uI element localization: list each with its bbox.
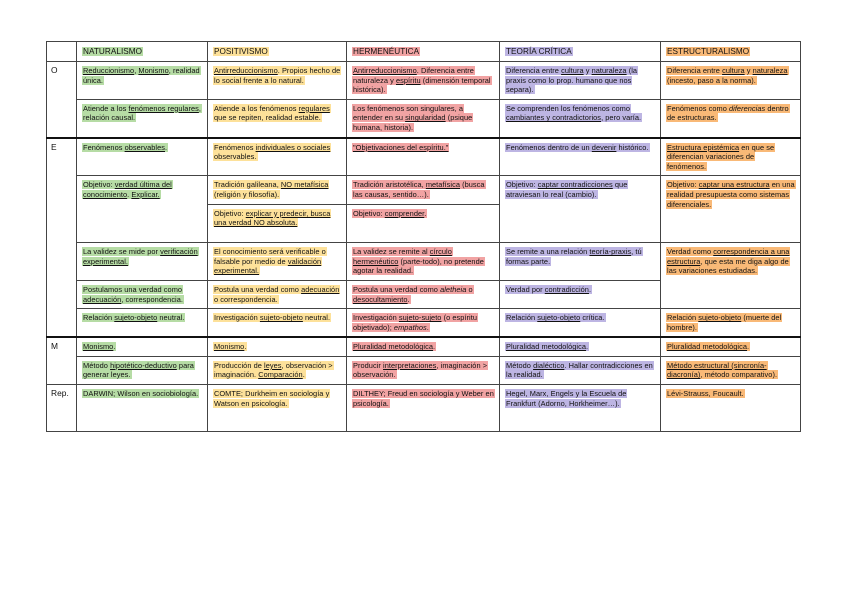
cell-e1-hermeneutica [347, 138, 500, 176]
text-segment: , pero varía. [601, 113, 642, 123]
underlined-term: fenómenos regulares [128, 103, 199, 113]
cell-text [505, 247, 643, 266]
text-segment: Fenómenos dentro de un [506, 142, 592, 152]
underlined-term: círculo hermenéutico [353, 247, 452, 266]
cell-rep-hermeneutica [347, 385, 500, 432]
text-segment: COMTE; Durkheim en sociología y Watson en psicología. [214, 389, 330, 408]
text-segment: y [744, 66, 753, 75]
text-segment: La validez se remite al [353, 247, 430, 257]
text-segment: Verdad como [667, 247, 714, 257]
text-segment: Postulamos una verdad como [83, 284, 183, 294]
text-segment: , [134, 66, 139, 75]
cell-text [505, 285, 592, 294]
row-o1 [47, 62, 801, 100]
text-segment: . [302, 370, 305, 380]
corner-cell [47, 42, 77, 62]
underlined-term: leyes [264, 360, 282, 370]
underlined-term: Antirreduccionismo [353, 66, 417, 75]
cell-o1-naturalismo [77, 62, 208, 100]
text-segment: Tradición aristotélica, [353, 180, 426, 190]
cell-text [666, 104, 790, 123]
cell-e2-naturalismo [77, 176, 208, 243]
text-segment: , imaginación > observación. [353, 360, 488, 380]
row-e3 [47, 243, 801, 281]
cell-text [213, 66, 341, 85]
cell-text [82, 389, 199, 398]
header-row [47, 42, 801, 62]
text-segment: , tú formas parte. [506, 247, 642, 266]
cell-e5-teoria-critica [500, 309, 661, 338]
text-segment: Producir [353, 360, 384, 370]
header-estructuralismo: ESTRUCTURALISMO [661, 42, 801, 62]
row-m1 [47, 337, 801, 356]
cell-text [505, 143, 650, 152]
cell-text [352, 389, 495, 408]
text-segment: neutral. [302, 313, 331, 323]
text-segment: (religión y filosofía). [214, 189, 280, 199]
cell-e2-positivismo-objective [208, 204, 346, 228]
cell-text [352, 209, 427, 218]
cell-text [213, 209, 331, 228]
text-segment: , realidad única. [83, 66, 200, 85]
text-segment: (parte-todo), no pretende agotar la realidad. [353, 256, 484, 276]
text-segment: DARWIN; Wilson en sociobiología. [83, 389, 199, 399]
text-segment: Relación [506, 313, 538, 323]
text-segment: Investigación [214, 313, 260, 323]
cell-m1-hermeneutica [347, 337, 500, 356]
text-segment: Se remite a una relación [506, 247, 590, 257]
underlined-term: teoría-praxis [589, 247, 632, 257]
cell-text [82, 313, 185, 322]
underlined-term: verificación experimental. [83, 247, 198, 266]
cell-e5-positivismo [208, 309, 347, 338]
underlined-term: captar una estructura [698, 180, 770, 190]
underlined-term: NO metafísica [280, 180, 329, 190]
row-o2 [47, 99, 801, 137]
text-segment: Diferencia entre [506, 66, 562, 75]
cell-text [82, 104, 202, 123]
underlined-term: Comparación [258, 370, 303, 380]
cell-text [666, 143, 775, 171]
cell-text [352, 247, 485, 275]
cell-e4-teoria-critica [500, 280, 661, 308]
underlined-term: cultura [561, 66, 584, 75]
text-segment: Fenómenos [214, 142, 256, 152]
text-segment: Diferencia entre [667, 66, 723, 75]
cell-rep-naturalismo [77, 385, 208, 432]
italic-term: aletheia [440, 284, 467, 294]
text-segment: El conocimiento será verificable o falsable por medio de [214, 247, 326, 266]
text-segment: . [588, 284, 592, 294]
underlined-term: captar contradicciones [537, 180, 613, 190]
cell-text [352, 180, 486, 199]
underlined-term: interpretaciones [383, 360, 437, 370]
text-segment: Producción de [214, 360, 265, 370]
cell-text [505, 313, 606, 322]
text-segment: Método [506, 360, 534, 370]
cell-e5-hermeneutica [347, 309, 500, 338]
cell-text [82, 143, 168, 152]
underlined-term: explicar y predecir, busca una verdad NO absoluta. [214, 208, 331, 228]
cell-o1-hermeneutica [347, 62, 500, 100]
underlined-term: sujeto-objeto [259, 313, 303, 323]
text-segment: Objetivo: [353, 208, 385, 218]
underlined-term: naturaleza [591, 66, 627, 75]
cell-e2-teoria-critica [500, 176, 661, 243]
underlined-term: validación experimental. [214, 256, 322, 276]
text-segment: . [426, 322, 429, 332]
underlined-term: naturaleza [752, 66, 788, 75]
cell-m1-teoria-critica [500, 337, 661, 356]
header-positivismo: POSITIVISMO [208, 42, 347, 62]
underlined-term: correspondencia a una estructura [667, 247, 790, 266]
text-segment: Postula una verdad como [353, 284, 441, 294]
text-segment: La validez se mide por [83, 247, 161, 257]
text-segment: , relación causal. [83, 103, 201, 123]
text-segment: Atiende a los fenómenos [214, 103, 299, 113]
text-segment: . [433, 342, 436, 352]
text-segment: Fenómenos como [667, 103, 729, 113]
underlined-term: adecuación [83, 294, 122, 304]
text-segment: Investigación [353, 313, 399, 323]
underlined-term: sujeto-objeto [537, 313, 581, 323]
underlined-term: Explicar. [131, 189, 160, 199]
text-segment: Lévi-Strauss, Foucault. [667, 389, 744, 399]
cell-o2-positivismo [208, 99, 347, 137]
text-segment: Relación [83, 313, 115, 323]
text-segment: Atiende a los [83, 103, 129, 113]
text-segment: . [165, 142, 168, 152]
text-segment: crítica. [580, 313, 605, 323]
text-segment: Tradición galileana, [214, 180, 281, 190]
text-segment: que atraviesan lo real (cambio). [506, 180, 628, 199]
underlined-term: cultura [722, 66, 745, 75]
text-segment: Verdad por [506, 284, 545, 294]
cell-m1-positivismo [208, 337, 347, 356]
cell-e2-hermeneutica-tradition [352, 180, 494, 199]
text-segment: Fenómenos [83, 142, 125, 152]
cell-text [505, 342, 589, 351]
text-segment: (muerte del hombre). [667, 313, 782, 332]
cell-m2-teoria-critica [500, 356, 661, 384]
italic-term: empathos [393, 322, 427, 332]
text-segment: (busca las causas, sentido…). [353, 180, 485, 199]
underlined-term: individuales o sociales [255, 142, 331, 152]
text-segment: y [583, 66, 592, 75]
text-segment: (la praxis como lo prop. humano que nos separa). [506, 66, 638, 95]
text-segment: , método comparativo). [700, 370, 778, 380]
cell-e3-teoria-critica [500, 243, 661, 281]
underlined-term: Monismo [138, 66, 169, 75]
cell-e3-hermeneutica [347, 243, 500, 281]
text-segment: (incesto, paso a la norma). [667, 75, 756, 85]
text-segment: , observación > imaginación. [214, 360, 333, 380]
text-segment: en una realidad presupuesta como sistemas diferenciales. [667, 180, 795, 209]
cell-text [213, 342, 247, 351]
cell-text [213, 104, 331, 123]
cell-e2-positivismo-tradition [213, 180, 341, 199]
underlined-term: Pluralidad metodológica [353, 342, 434, 352]
text-segment: Objetivo: [667, 180, 699, 190]
underlined-term: sujeto-objeto [698, 313, 742, 323]
text-segment: , que esta me diga algo de las variaciones estudiadas. [667, 256, 789, 276]
comparison-table [46, 41, 801, 432]
text-segment: . Hallar contradicciones en la realidad. [506, 360, 653, 380]
text-segment: (o espíritu objetivado); [353, 313, 477, 332]
text-segment: (dimensión temporal histórica). [353, 75, 491, 95]
underlined-term: Pluralidad metodológica [667, 342, 748, 352]
cell-e4-positivismo [208, 280, 347, 308]
cell-rep-estructuralismo [661, 385, 801, 432]
underlined-term: verdad última del conocimiento [83, 180, 172, 199]
cell-e3-positivismo [208, 243, 347, 281]
cell-text [505, 180, 628, 199]
underlined-term: contradicción [544, 284, 589, 294]
text-segment: en que se diferencian variaciones de fenómenos. [667, 142, 775, 171]
cell-e1-naturalismo [77, 138, 208, 176]
row-m2 [47, 356, 801, 384]
cell-text [666, 66, 789, 85]
underlined-term: observables [124, 142, 165, 152]
cell-text [666, 180, 796, 208]
text-segment: dentro de estructuras. [667, 103, 789, 123]
italic-term: diferencias [728, 103, 766, 113]
text-segment: Objetivo: [506, 180, 538, 190]
cell-e4-naturalismo [77, 280, 208, 308]
text-segment: . [586, 342, 589, 352]
cell-text [666, 342, 750, 351]
cell-text [213, 247, 327, 275]
cell-m1-naturalismo [77, 337, 208, 356]
cell-e1-positivismo [208, 138, 347, 176]
cell-text [213, 389, 330, 408]
cell-text [82, 247, 199, 266]
row-e1 [47, 138, 801, 176]
cell-o2-hermeneutica [347, 99, 500, 137]
cell-text [82, 342, 116, 351]
cell-text [352, 285, 474, 304]
cell-e2-positivismo [208, 176, 347, 243]
row-rep [47, 385, 801, 432]
text-segment: . [407, 294, 410, 304]
cell-m2-positivismo [208, 356, 347, 384]
text-segment: Relación [667, 313, 699, 323]
underlined-term: dialéctico [533, 360, 565, 370]
cell-e2-estructuralismo [661, 176, 801, 243]
cell-o2-teoria-critica [500, 99, 661, 137]
cell-e3-estructuralismo [661, 243, 801, 309]
cell-m1-estructuralismo [661, 337, 801, 356]
cell-text [82, 180, 173, 199]
cell-text [213, 313, 331, 322]
cell-rep-teoria-critica [500, 385, 661, 432]
cell-text [505, 389, 627, 408]
cell-text [505, 66, 638, 94]
underlined-term: hipotético-deductivo [110, 360, 177, 370]
cell-text [505, 361, 654, 380]
underlined-term: sujeto-objeto [114, 313, 158, 323]
cell-o2-estructuralismo [661, 99, 801, 137]
cell-e1-teoria-critica [500, 138, 661, 176]
row-e5 [47, 309, 801, 338]
cell-e3-naturalismo [77, 243, 208, 281]
cell-text [352, 143, 449, 152]
text-segment: Los fenómenos son singulares, a entender en su [353, 103, 464, 123]
text-segment: para generar leyes. [83, 360, 194, 380]
underlined-term: comprender [384, 208, 425, 218]
cell-e5-naturalismo [77, 309, 208, 338]
text-segment: . [113, 342, 116, 352]
cell-text [213, 285, 340, 304]
cell-text [352, 66, 492, 94]
underlined-term: regulares [298, 103, 330, 113]
underlined-term: singularidad [405, 113, 446, 123]
cell-text [213, 361, 334, 380]
cell-e4-hermeneutica [347, 280, 500, 308]
cell-m2-naturalismo [77, 356, 208, 384]
row-label-e: E [47, 138, 77, 338]
header-naturalismo: NATURALISMO [77, 42, 208, 62]
text-segment: . Propios hecho de lo social frente a lo natural. [214, 66, 341, 85]
row-e2 [47, 176, 801, 243]
cell-text [352, 104, 473, 132]
underlined-term: devenir [591, 142, 617, 152]
underlined-term: sujeto-sujeto [398, 313, 442, 323]
underlined-term: espíritu [395, 75, 421, 85]
underlined-term: adecuación [301, 284, 340, 294]
text-segment: . [424, 208, 427, 218]
underlined-term: Método estructural (sincronía-diacronía) [667, 360, 767, 380]
header-hermeneutica: HERMENÉUTICA [347, 42, 500, 62]
cell-text [213, 143, 331, 162]
underlined-term: Reduccionismo [83, 66, 135, 75]
text-segment: , correspondencia. [121, 294, 184, 304]
cell-text [352, 313, 478, 332]
underlined-term: cambiantes y contradictorios [506, 113, 602, 123]
cell-e2-hermeneutica-objective [347, 204, 499, 239]
text-segment: observables. [214, 152, 257, 162]
cell-text [666, 247, 790, 275]
header-teoria-critica: TEORÍA CRÍTICA [500, 42, 661, 62]
text-segment: . [747, 342, 750, 352]
text-segment: histórico. [616, 142, 649, 152]
underlined-term: Monismo [214, 342, 245, 352]
cell-text [82, 66, 201, 85]
cell-text [352, 342, 436, 351]
cell-o1-estructuralismo [661, 62, 801, 100]
cell-text [666, 389, 745, 398]
text-segment: Objetivo: [214, 208, 246, 218]
cell-e1-estructuralismo [661, 138, 801, 176]
cell-m2-estructuralismo [661, 356, 801, 384]
cell-m2-hermeneutica [347, 356, 500, 384]
cell-rep-positivismo [208, 385, 347, 432]
text-segment: Hegel, Marx, Engels y la Escuela de Frankfurt (Adorno, Horkheimer…). [506, 389, 627, 408]
text-segment: que se repiten, realidad estable. [214, 113, 321, 123]
cell-text [352, 361, 488, 380]
underlined-term: desocultamiento [353, 294, 408, 304]
row-label-rep: Rep. [47, 385, 77, 432]
cell-text [213, 180, 329, 199]
underlined-term: Antirreduccionismo [214, 66, 278, 75]
cell-text [666, 313, 782, 332]
text-segment: . Diferencia entre naturaleza y [353, 66, 474, 85]
text-segment: . [127, 189, 132, 199]
cell-text [82, 361, 195, 380]
cell-text [82, 285, 184, 304]
cell-o1-positivismo [208, 62, 347, 100]
cell-text [505, 104, 642, 123]
cell-text [666, 361, 778, 380]
row-label-m: M [47, 337, 77, 384]
cell-o2-naturalismo [77, 99, 208, 137]
text-segment: neutral. [157, 313, 185, 323]
cell-o1-teoria-critica [500, 62, 661, 100]
underlined-term: Estructura epistémica [667, 142, 740, 152]
cell-e5-estructuralismo [661, 309, 801, 338]
underlined-term: metafísica [425, 180, 460, 190]
underlined-term: Monismo [83, 342, 114, 352]
text-segment: o [466, 284, 473, 294]
text-segment: Postula una verdad como [214, 284, 302, 294]
underlined-term: Pluralidad metodológica [506, 342, 587, 352]
underlined-term: "Objetivaciones del espíritu." [353, 142, 449, 152]
text-segment: Método [83, 360, 111, 370]
row-label-o: O [47, 62, 77, 138]
text-segment: (psique humana, historia). [353, 113, 473, 132]
text-segment: Objetivo: [83, 180, 115, 190]
text-segment: o correspondencia. [214, 294, 278, 304]
text-segment: DILTHEY; Freud en sociología y Weber en psicología. [353, 389, 494, 408]
text-segment: Se comprenden los fenómenos como [506, 103, 631, 113]
text-segment: . [244, 342, 247, 352]
cell-e2-hermeneutica [347, 176, 500, 243]
